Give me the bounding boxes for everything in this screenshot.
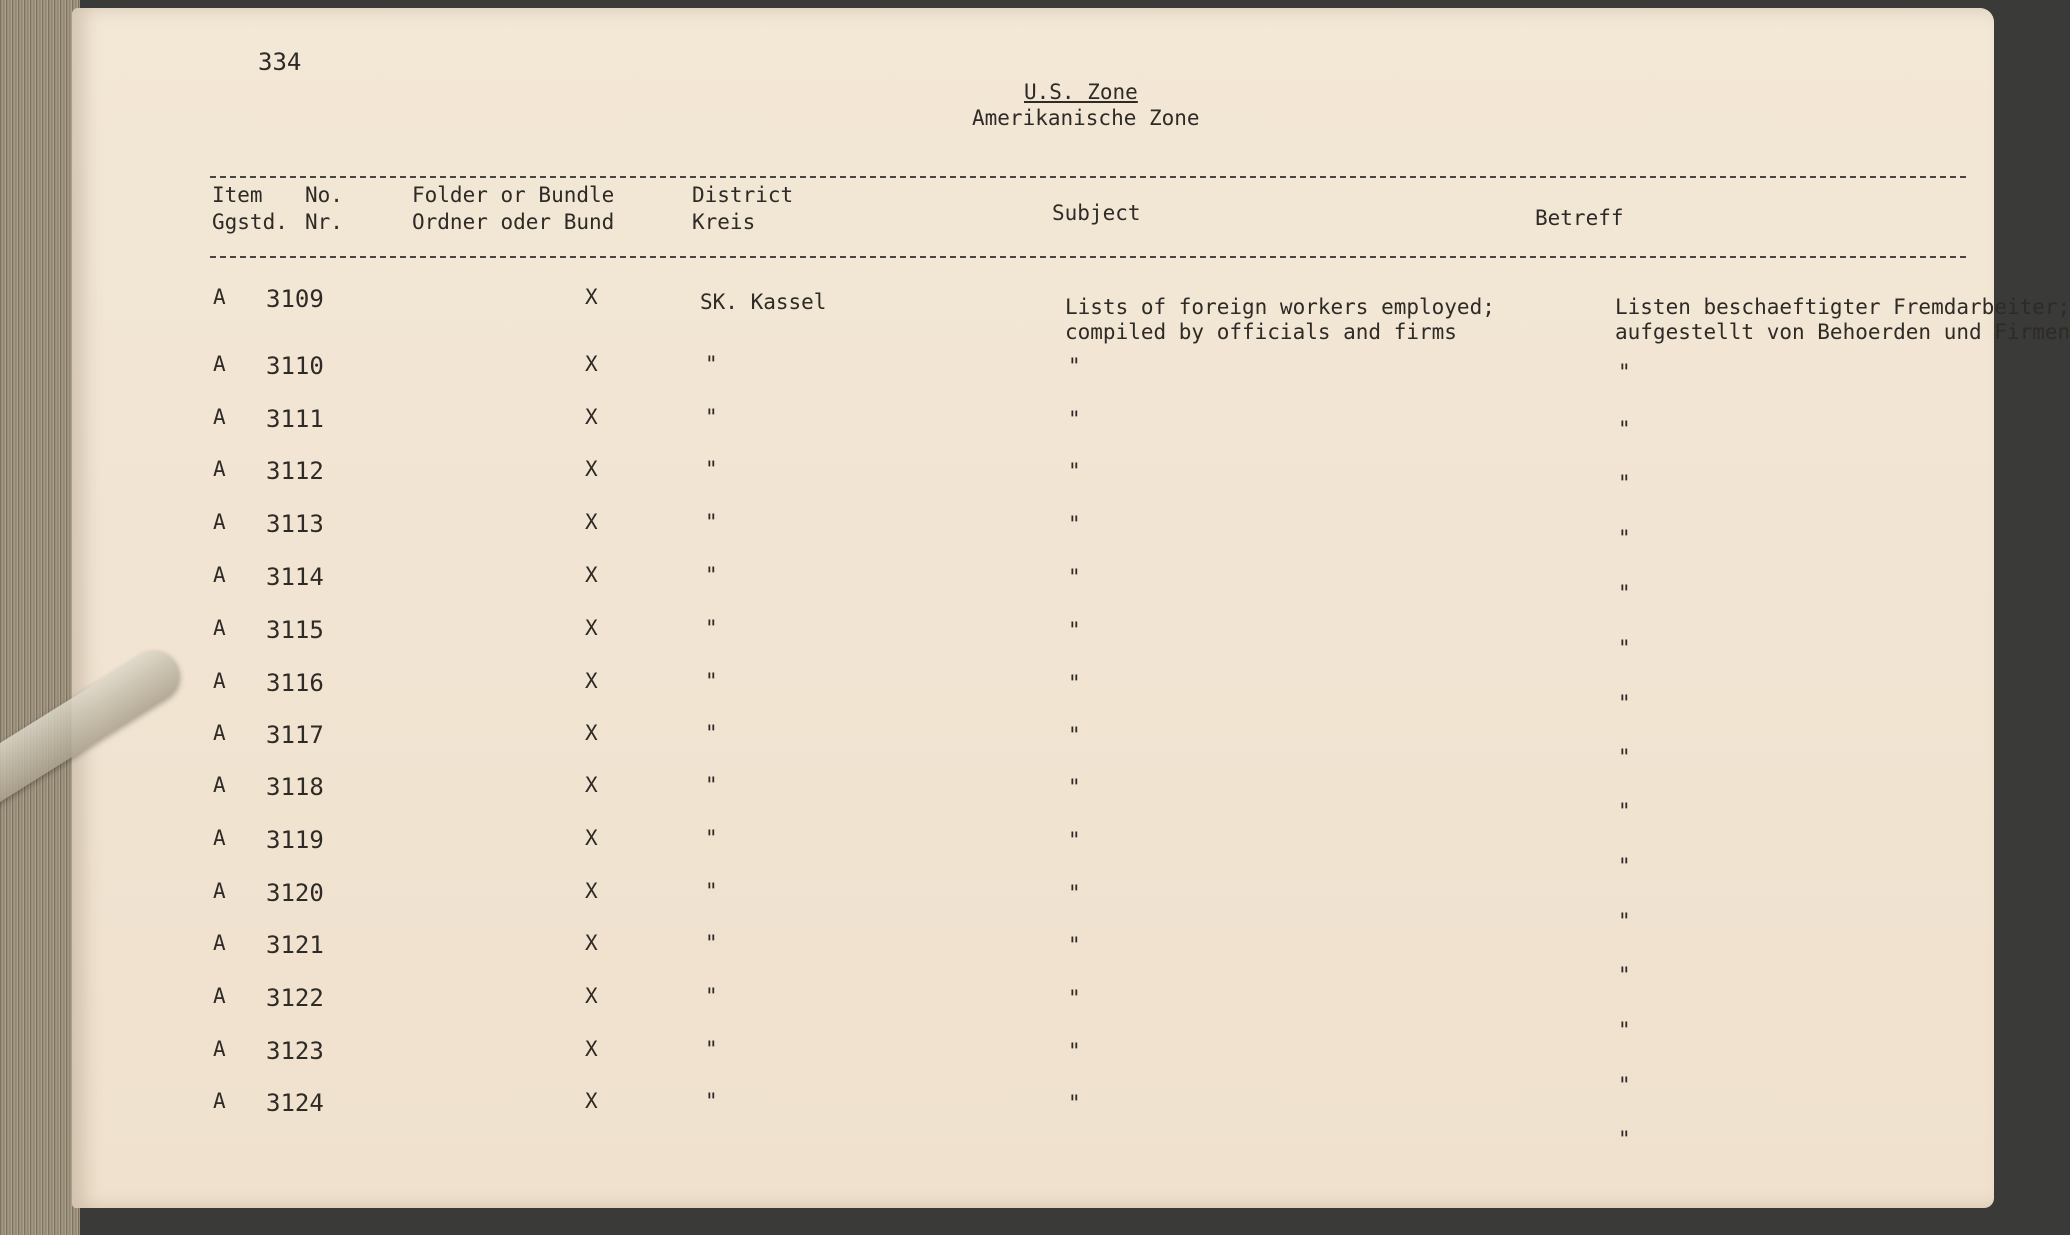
row-item-cell: A: [213, 826, 226, 850]
row-folder-cell: X: [585, 510, 598, 534]
row-subject-cell: ": [1068, 775, 1081, 799]
row-folder-cell: X: [585, 773, 598, 797]
row-item-cell: A: [213, 773, 226, 797]
row-betreff-cell: ": [1618, 1127, 1631, 1151]
row-number-cell: 3124: [266, 1089, 324, 1117]
row-number-cell: 3115: [266, 616, 324, 644]
row-district-cell: ": [705, 405, 718, 429]
header-subject: Subject: [1052, 201, 1141, 225]
row-betreff-cell: ": [1618, 636, 1631, 660]
row-folder-cell: X: [585, 1089, 598, 1113]
row-item-cell: A: [213, 352, 226, 376]
row-number-cell: 3123: [266, 1037, 324, 1065]
row-item-cell: A: [213, 669, 226, 693]
table-row: [0, 721, 1922, 771]
table-row: [0, 1037, 1922, 1097]
row-betreff-cell: ": [1618, 360, 1631, 384]
row-subject-cell: ": [1068, 618, 1081, 642]
header-item: [212, 182, 288, 236]
row-item-cell: A: [213, 616, 226, 640]
header-no-en: No.: [305, 183, 343, 207]
row-subject-cell: ": [1068, 881, 1081, 905]
row-number-cell: 3122: [266, 984, 324, 1012]
row-folder-cell: X: [585, 721, 598, 745]
header-folder-de: Ordner oder Bund: [412, 210, 615, 234]
row-district-cell: ": [705, 773, 718, 797]
header-district: [692, 182, 793, 236]
zone-title-english: U.S. Zone: [1024, 80, 1138, 104]
row-folder-cell: X: [585, 826, 598, 850]
table-row: [0, 285, 2070, 344]
row-district-cell: ": [705, 931, 718, 955]
header-district-en: District: [692, 183, 794, 207]
row-number-cell: 3116: [266, 669, 324, 697]
row-subject-cell: ": [1068, 723, 1081, 747]
row-subject-cell: ": [1068, 1039, 1081, 1063]
row-subject-cell: ": [1068, 407, 1081, 431]
row-item-cell: A: [213, 1089, 226, 1113]
row-folder-cell: X: [585, 669, 598, 693]
row-betreff-cell: ": [1618, 471, 1631, 495]
row-number-cell: 3109: [266, 285, 324, 313]
header-item-de: Ggstd.: [212, 210, 288, 234]
table-row: [0, 510, 1922, 560]
table-row: [0, 563, 1922, 613]
row-item-cell: A: [213, 984, 226, 1008]
table-row: [0, 669, 1922, 719]
row-folder-cell: X: [585, 285, 598, 309]
row-district-cell: ": [705, 352, 718, 376]
row-subject-cell: ": [1068, 1091, 1081, 1115]
row-number-cell: 3112: [266, 457, 324, 485]
table-row: [0, 879, 1922, 933]
row-subject-cell: ": [1068, 565, 1081, 589]
row-subject-cell: ": [1068, 512, 1081, 536]
row-item-cell: A: [213, 285, 226, 309]
table-row: [0, 616, 1922, 666]
row-betreff-cell: ": [1618, 526, 1631, 550]
row-folder-cell: X: [585, 984, 598, 1008]
row-folder-cell: X: [585, 405, 598, 429]
zone-title-german: Amerikanische Zone: [972, 106, 1200, 130]
row-folder-cell: X: [585, 352, 598, 376]
row-subject-cell: ": [1068, 933, 1081, 957]
header-item-en: Item: [212, 183, 263, 207]
row-number-cell: 3118: [266, 773, 324, 801]
row-number-cell: 3121: [266, 931, 324, 959]
row-item-cell: A: [213, 931, 226, 955]
table-row: [0, 352, 1922, 402]
row-betreff-cell: ": [1618, 1073, 1631, 1097]
row-district-cell: ": [705, 984, 718, 1008]
row-folder-cell: X: [585, 931, 598, 955]
row-district-cell: ": [705, 1089, 718, 1113]
table-row: [0, 773, 1922, 823]
row-district-cell: ": [705, 1037, 718, 1061]
row-item-cell: A: [213, 879, 226, 903]
row-betreff-cell: ": [1618, 799, 1631, 823]
row-betreff-cell: ": [1618, 1018, 1631, 1042]
row-subject-cell: ": [1068, 354, 1081, 378]
table-row: [0, 457, 1922, 507]
row-item-cell: A: [213, 721, 226, 745]
header-betreff: Betreff: [1535, 206, 1624, 230]
row-number-cell: 3111: [266, 405, 324, 433]
row-folder-cell: X: [585, 879, 598, 903]
row-district-cell: ": [705, 721, 718, 745]
row-betreff-cell: ": [1618, 963, 1631, 987]
header-no-de: Nr.: [305, 210, 343, 234]
header-folder-en: Folder or Bundle: [412, 183, 615, 207]
row-item-cell: A: [213, 1037, 226, 1061]
header-district-de: Kreis: [692, 210, 756, 234]
table-row: [0, 984, 1922, 1042]
table-row: [0, 1089, 1922, 1151]
row-betreff-cell: Listen beschaeftigter Fremdarbeiter; aufgestellt von Behoerden und Firmen: [1615, 295, 2070, 344]
row-number-cell: 3120: [266, 879, 324, 907]
row-betreff-cell: ": [1618, 691, 1631, 715]
table-row: [0, 931, 1922, 987]
row-betreff-cell: ": [1618, 745, 1631, 769]
row-betreff-cell: ": [1618, 854, 1631, 878]
table-row: [0, 405, 1922, 455]
table-row: [0, 826, 1922, 876]
header-top-rule: [210, 176, 1966, 178]
row-subject-cell: Lists of foreign workers employed; compiled by officials and firms: [1065, 295, 1495, 344]
row-betreff-cell: ": [1618, 417, 1631, 441]
row-item-cell: A: [213, 510, 226, 534]
row-district-cell: ": [705, 616, 718, 640]
header-folder: [412, 182, 614, 236]
row-number-cell: 3113: [266, 510, 324, 538]
row-folder-cell: X: [585, 616, 598, 640]
row-subject-cell: ": [1068, 986, 1081, 1010]
row-number-cell: 3117: [266, 721, 324, 749]
header-bottom-rule: [210, 256, 1966, 258]
row-betreff-cell: ": [1618, 909, 1631, 933]
row-district-cell: ": [705, 457, 718, 481]
row-item-cell: A: [213, 405, 226, 429]
row-folder-cell: X: [585, 563, 598, 587]
row-subject-cell: ": [1068, 671, 1081, 695]
row-district-cell: ": [705, 510, 718, 534]
row-subject-cell: ": [1068, 459, 1081, 483]
row-district-cell: ": [705, 563, 718, 587]
row-district-cell: ": [705, 669, 718, 693]
row-district-cell: ": [705, 879, 718, 903]
row-folder-cell: X: [585, 457, 598, 481]
row-number-cell: 3114: [266, 563, 324, 591]
page-number: 334: [258, 48, 302, 76]
row-number-cell: 3119: [266, 826, 324, 854]
row-district-cell: SK. Kassel: [700, 290, 827, 314]
row-betreff-cell: ": [1618, 581, 1631, 605]
row-item-cell: A: [213, 563, 226, 587]
row-subject-cell: ": [1068, 828, 1081, 852]
row-district-cell: ": [705, 826, 718, 850]
header-no: [305, 182, 343, 236]
row-item-cell: A: [213, 457, 226, 481]
row-folder-cell: X: [585, 1037, 598, 1061]
row-number-cell: 3110: [266, 352, 324, 380]
